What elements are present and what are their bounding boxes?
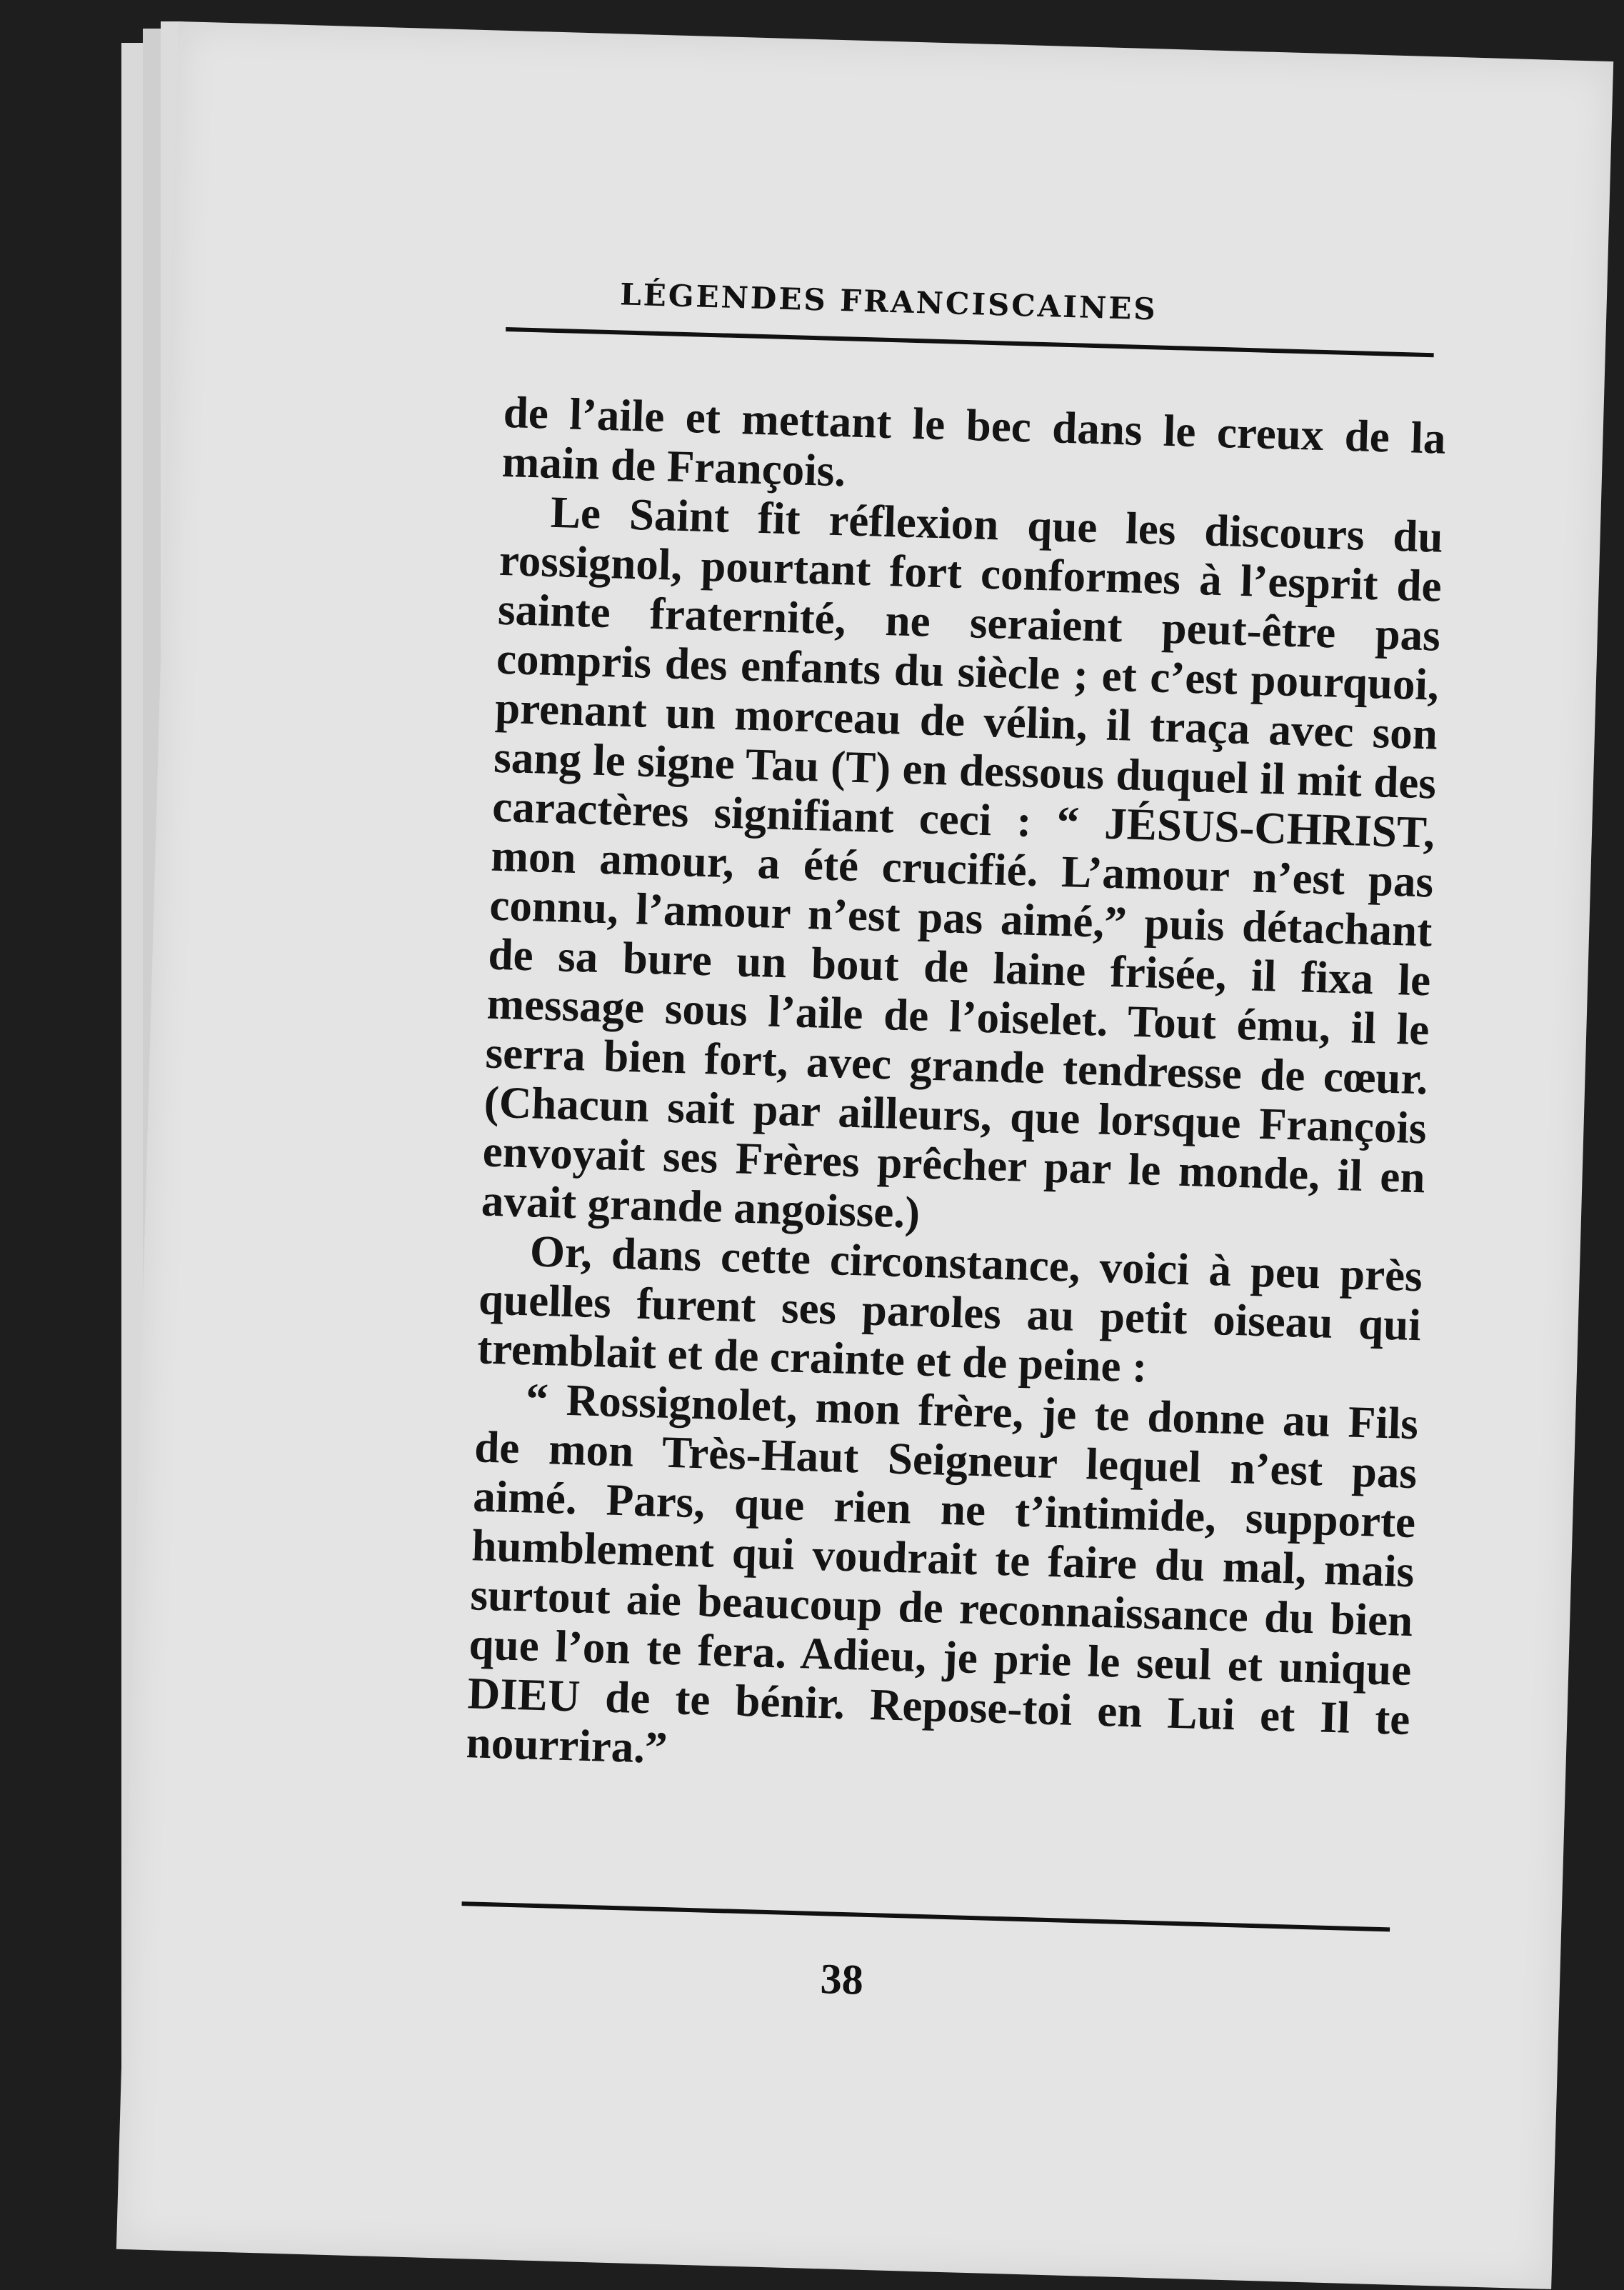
page-number: 38 (819, 1955, 864, 2004)
paragraph: de l’aile et mettant le bec dans le creux de la main de François. (501, 386, 1447, 496)
paragraph: “ Rossignolet, mon frère, je te donne au Fils de mon Très-Haut Seigneur lequel n’est pas aimé. Pars, que rien ne t’intimide, supporte humblement qui voudrait te faire du mal, mais surtout aie beaucoup de reconnaissance du bien que l’on te fera. Adieu, je prie le seul et unique DIEU de te bénir. Repose-toi en Lui et Il te nourrira.” (465, 1374, 1419, 1774)
book-page (116, 21, 1613, 2289)
body-text (466, 388, 1446, 1794)
running-head: LÉGENDES FRANCISCAINES (619, 276, 1158, 327)
paragraph: Le Saint fit réflexion que les discours du rossignol, pourtant fort conformes à l’esprit de sainte fraternité, ne seraient peut-être pas compris des enfants du siècle ; et c’est pourquoi, prenant un morceau de vélin, il traça avec son sang le signe Tau (T) en dessous duquel il mit des caractères signifiant ceci : “ JÉSUS-CHRIST, mon amour, a été crucifié. L’amour n’est pas connu, l’amour n’est pas aimé,” puis détachant de sa bure un bout de laine frisée, il fixa le message sous l’aile de l’oiselet. Tout ému, il le serra bien fort, avec grande tendresse de cœur. (Chacun sait par ailleurs, que lorsque François envoyait ses Frères prêcher par le monde, il en avait grande angoisse.) (481, 486, 1444, 1238)
paragraph: Or, dans cette circonstance, voici à peu près quelles furent ses paroles au petit oiseau qui tremblait et de crainte et de peine : (476, 1226, 1423, 1392)
header-rule (506, 327, 1434, 357)
footer-rule (461, 1901, 1390, 1931)
